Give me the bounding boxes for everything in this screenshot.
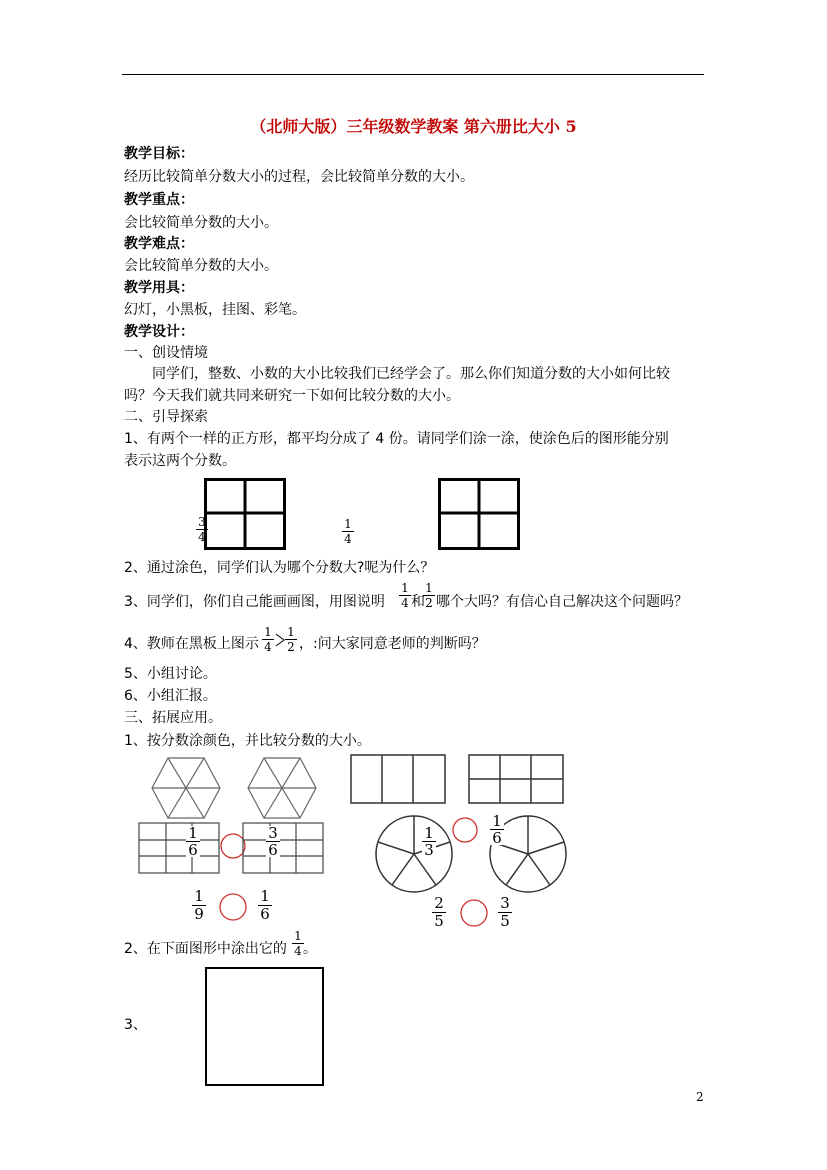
section3-heading: 三、拓展应用。	[124, 710, 222, 726]
exercise1: 1、按分数涂颜色，并比较分数的大小。	[124, 733, 371, 749]
exercise-square[interactable]	[205, 967, 324, 1086]
fraction-one-quarter: 1 4	[342, 518, 354, 545]
goal-text: 经历比较简单分数大小的过程，会比较简单分数的大小。	[124, 169, 474, 185]
fraction-one-sixth-left: 1 6	[186, 826, 200, 857]
fraction-one-third: 1 3	[422, 826, 436, 857]
hexagon-sixths-left	[150, 756, 222, 820]
difficulty-heading: 教学难点：	[124, 236, 194, 252]
square-grid-left	[204, 478, 286, 550]
fraction-q4-one-half: 1 2	[285, 626, 297, 653]
section1-paragraph-line2: 吗？今天我们就共同来研究一下如何比较分数的大小。	[124, 388, 460, 404]
fraction-q3-one-quarter: 1 4	[399, 582, 411, 609]
exercise3-label: 3、	[124, 1017, 147, 1033]
rectangle-sixths-right	[468, 754, 564, 804]
fraction-one-sixth-bottom: 1 6	[258, 889, 272, 922]
question1-line1: 1、有两个一样的正方形，都平均分成了 4 份。请同学们涂一涂，使涂色后的图形能分别	[124, 431, 669, 447]
page-title: （北师大版）三年级数学教案 第六册比大小 5	[250, 117, 577, 136]
compare-circle-2[interactable]	[451, 816, 479, 844]
question2: 2、通过涂色，同学们认为哪个分数大?呢为什么？	[124, 560, 435, 576]
question1-line2: 表示这两个分数。	[124, 453, 236, 469]
key-heading: 教学重点：	[124, 192, 194, 208]
key-text: 会比较简单分数的大小。	[124, 215, 278, 231]
section2-heading: 二、引导探索	[124, 409, 208, 425]
square-grid-right	[438, 478, 520, 550]
compare-circle-3[interactable]	[218, 892, 248, 922]
fraction-q4-one-quarter: 1 4	[262, 626, 274, 653]
section1-paragraph-line1: 同学们，整数、小数的大小比较我们已经学会了。那么你们知道分数的大小如何比较	[152, 366, 670, 382]
section1-heading: 一、创设情境	[124, 345, 208, 361]
exercise2-prefix: 2、在下面图形中涂出它的	[124, 941, 287, 957]
exercise2-suffix: 。	[303, 941, 317, 957]
compare-circle-4[interactable]	[459, 898, 489, 928]
page-number: 2	[696, 1090, 704, 1104]
fraction-three-fifths: 3 5	[498, 896, 512, 929]
greater-than-symbol	[275, 632, 285, 648]
goal-heading: 教学目标：	[124, 146, 194, 162]
tools-heading: 教学用具：	[124, 280, 194, 296]
header-rule	[122, 74, 704, 75]
question5: 5、小组讨论。	[124, 666, 217, 682]
tools-text: 幻灯，小黑板，挂图、彩笔。	[124, 302, 306, 318]
fraction-e2-one-quarter: 1 4	[292, 930, 304, 957]
grid-rectangle-right	[242, 822, 324, 874]
fraction-three-quarters: 3 4	[196, 516, 208, 543]
fraction-one-sixth-right: 1 6	[490, 814, 504, 845]
fraction-two-fifths: 2 5	[432, 896, 446, 929]
fraction-q3-one-half: 1 2	[423, 582, 435, 609]
question3-suffix: 哪个大吗？有信心自己解决这个问题吗？	[436, 594, 688, 610]
question3-and: 和	[411, 594, 425, 610]
fraction-one-ninth: 1 9	[192, 889, 206, 922]
question3-prefix: 3、同学们，你们自己能画画图，用图说明	[124, 594, 385, 610]
difficulty-text: 会比较简单分数的大小。	[124, 258, 278, 274]
grid-rectangle-left	[138, 822, 220, 874]
question6: 6、小组汇报。	[124, 688, 217, 704]
question4-suffix: ，:问大家同意老师的判断吗？	[299, 636, 486, 652]
fraction-three-sixths: 3 6	[266, 826, 280, 857]
hexagon-sixths-right	[246, 756, 318, 820]
question4-prefix: 4、教师在黑板上图示	[124, 636, 259, 652]
circle-fifths-left	[374, 814, 454, 894]
rectangle-thirds-left	[350, 754, 446, 804]
design-heading: 教学设计：	[124, 324, 194, 340]
